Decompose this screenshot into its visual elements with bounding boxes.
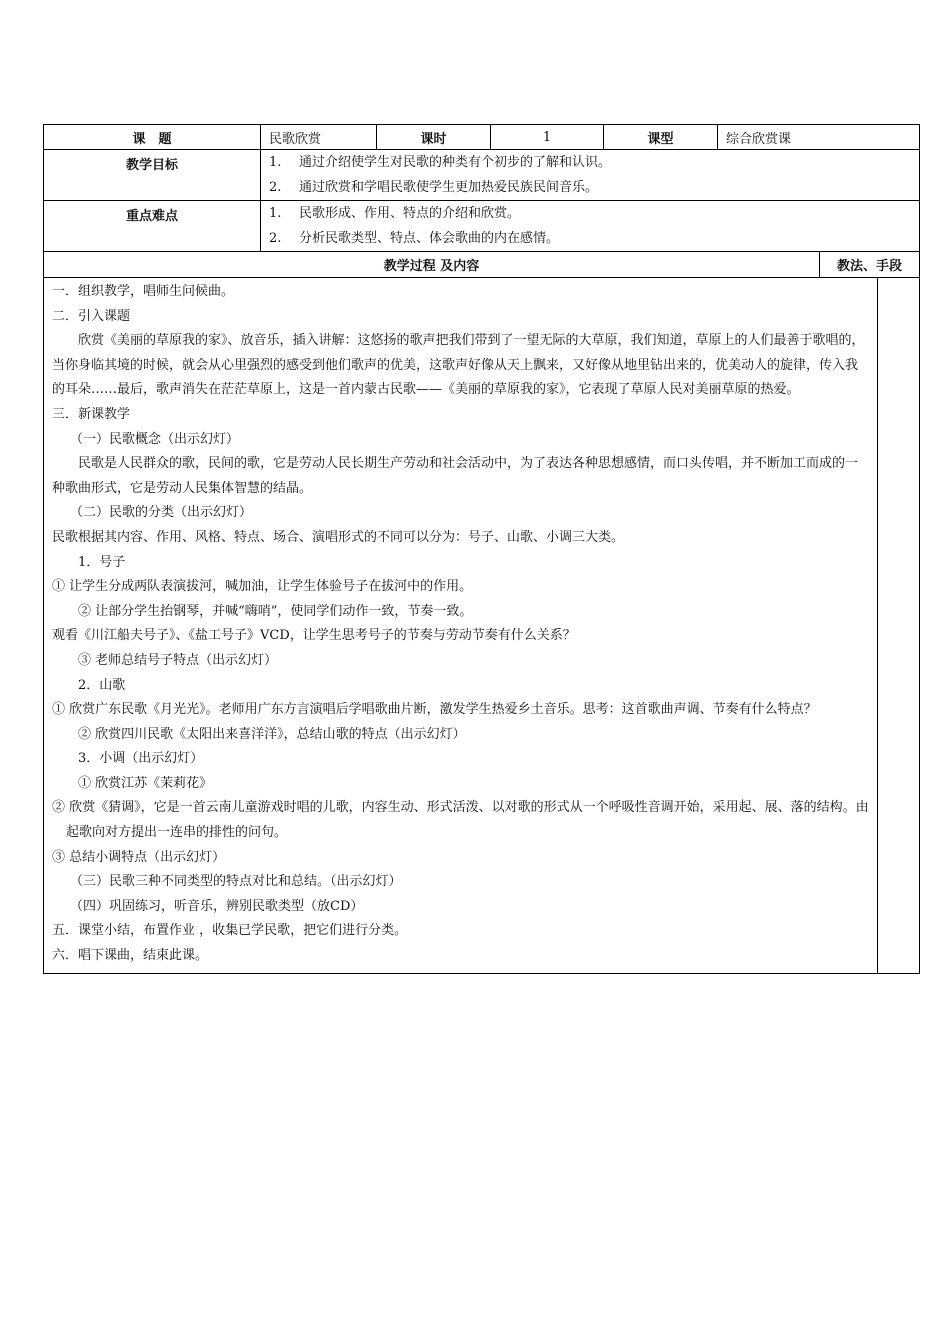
process-line: ② 让部分学生抬钢琴，并喊“嗨哨”，使同学们动作一致，节奏一致。 xyxy=(78,603,473,619)
process-line: ③ 总结小调特点（出示幻灯） xyxy=(52,849,226,865)
goals-row xyxy=(44,150,920,201)
process-title: 教学过程 及内容 xyxy=(44,252,820,278)
process-line: 1．号子 xyxy=(78,554,126,570)
process-line: ① 让学生分成两队表演拔河，喊加油，让学生体验号子在拔河中的作用。 xyxy=(52,579,473,595)
process-line: ② 欣赏《猜调》，它是一首云南儿童游戏时唱的儿歌，内容生动、形式活泼、以对歌的形式从一个呼吸性音调开始，采用起、展、落的结构。由起歌向对方提出一连串的排性的问句。 xyxy=(52,800,869,841)
process-line: 民歌是人民群众的歌，民间的歌，它是劳动人民长期生产劳动和社会活动中，为了表达各种思想感情，而口头传唱，并不断加工而成的一种歌曲形式，它是劳动人民集体智慧的结晶。 xyxy=(52,456,859,496)
process-line: 二．引入课题 xyxy=(52,308,131,324)
hours-label: 课时 xyxy=(377,125,491,150)
lesson-plan-table xyxy=(43,124,920,252)
process-line: 3．小调（出示幻灯） xyxy=(78,751,204,767)
methods-content xyxy=(878,278,920,974)
keypoint-item: 1. 民歌形成、作用、特点的介绍和欣赏。 xyxy=(269,206,521,221)
process-line: ② 欣赏四川民歌《太阳出来喜洋洋》，总结山歌的特点（出示幻灯） xyxy=(78,726,466,742)
header-row xyxy=(44,125,920,150)
process-content xyxy=(44,278,878,974)
process-line: 五．课堂小结，布置作业 ，收集已学民歌，把它们进行分类。 xyxy=(52,923,408,939)
topic-label: 课 题 xyxy=(44,125,261,150)
keypoints-label: 重点难点 xyxy=(44,201,261,252)
process-line: 欣赏《美丽的草原我的家》、放音乐，插入讲解：这悠扬的歌声把我们带到了一望无际的大草原，我们知道，草原上的人们最善于歌唱的，当你身临其境的时候，就会从心里强烈的感受到他们歌声的优美，这歌声好像从天上飘来，又好像从地里钻出来的，优美动人的旋律，传入我的耳朵……最后，歌声消失在茫茫草原上，这是一首内蒙古民歌——《美丽的草原我的家》，它表现了草原人民对美丽草原的热爱。 xyxy=(52,333,865,398)
process-line: 观看《川江船夫号子》、《盐工号子》VCD，让学生思考号子的节奏与劳动节奏有什么关系？ xyxy=(52,628,576,644)
process-line: （四）巩固练习，听音乐，辨别民歌类型（放CD） xyxy=(70,898,364,914)
process-line: ① 欣赏江苏《茉莉花》 xyxy=(78,775,213,791)
keypoints-content xyxy=(261,201,920,252)
keypoint-item: 2. 分析民歌类型、特点、体会歌曲的内在感情。 xyxy=(269,231,560,246)
process-header-row xyxy=(44,252,920,278)
goal-item: 2. 通过欣赏和学唱民歌使学生更加热爱民族民间音乐。 xyxy=(269,180,599,195)
process-line: 三．新课教学 xyxy=(52,406,131,422)
type-label: 课型 xyxy=(604,125,718,150)
keypoints-row xyxy=(44,201,920,252)
process-table xyxy=(43,251,920,974)
goals-content xyxy=(261,150,920,201)
process-line: （一）民歌概念（出示幻灯） xyxy=(70,431,240,447)
process-line: ③ 老师总结号子特点（出示幻灯） xyxy=(78,652,278,668)
hours-value: 1 xyxy=(491,125,604,150)
process-line: ① 欣赏广东民歌《月光光》。老师用广东方言演唱后学唱歌曲片断，激发学生热爱乡土音乐。思考：这首歌曲声调、节奏有什么特点？ xyxy=(52,702,817,718)
process-line: 一．组织教学，唱师生问候曲。 xyxy=(52,284,235,299)
process-line: （三）民歌三种不同类型的特点对比和总结。（出示幻灯） xyxy=(70,874,402,890)
goals-label: 教学目标 xyxy=(44,150,261,201)
methods-label: 教法、手段 xyxy=(820,252,920,278)
process-line: （二）民歌的分类（出示幻灯） xyxy=(70,505,253,521)
process-line: 2．山歌 xyxy=(78,677,126,693)
type-value: 综合欣赏课 xyxy=(718,125,920,150)
process-body-row xyxy=(44,278,920,974)
goal-item: 1. 通过介绍使学生对民歌的种类有个初步的了解和认识。 xyxy=(269,155,612,170)
process-line: 民歌根据其内容、作用、风格、特点、场合、演唱形式的不同可以分为：号子、山歌、小调三大类。 xyxy=(52,529,625,545)
process-line: 六．唱下课曲，结束此课。 xyxy=(52,948,209,964)
lesson-plan-document xyxy=(43,124,919,974)
topic-value: 民歌欣赏 xyxy=(261,125,377,150)
